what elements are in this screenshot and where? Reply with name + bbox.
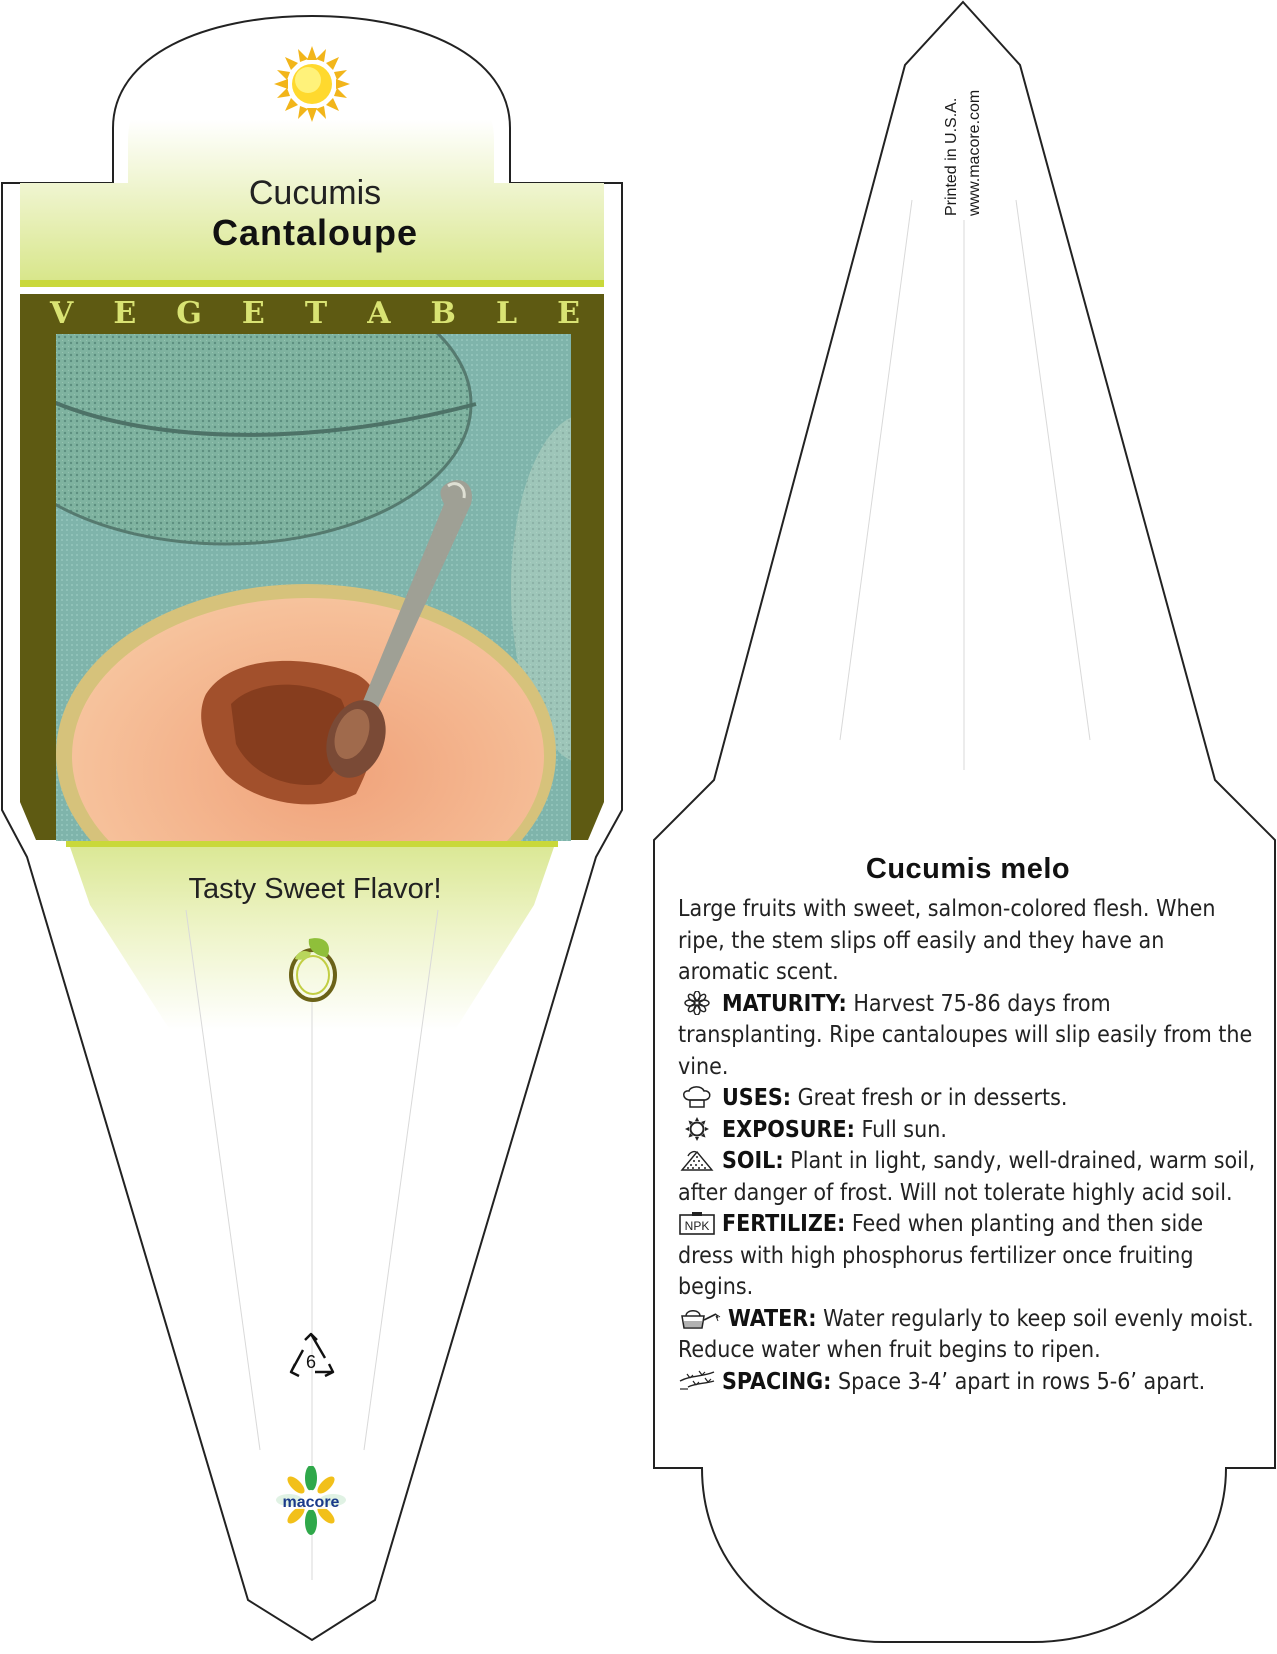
- npk-icon: [678, 1211, 716, 1235]
- tagline: Tasty Sweet Flavor!: [188, 873, 442, 905]
- category-letter: V: [50, 296, 74, 331]
- category-letter: B: [430, 296, 456, 331]
- sun-icon: [678, 1117, 716, 1141]
- info-row-fertilize: [678, 1209, 1258, 1304]
- category-letter: E: [113, 296, 137, 331]
- info-row-water: [678, 1304, 1258, 1367]
- soil-label: SOIL:: [722, 1148, 784, 1174]
- common-name: Cantaloupe: [211, 212, 418, 253]
- cantaloupe-photo: [56, 334, 571, 841]
- spacing-text: Space 3-4’ apart in rows 5-6’ apart.: [831, 1368, 1206, 1395]
- botanical-name: Cucumis melo: [865, 853, 1071, 885]
- recycle-icon: [285, 1332, 337, 1384]
- flower-icon: [678, 991, 716, 1015]
- info-row-exposure: [678, 1115, 1258, 1147]
- print-info: [943, 40, 1003, 220]
- soil-icon: [678, 1148, 716, 1172]
- soil-text: Plant in light, sandy, well-drained, warm soil, after danger of frost. Will not tolerate highly acid soil.: [678, 1148, 1256, 1206]
- watering-can-icon: [678, 1306, 722, 1330]
- front-lime-rule-lower: [66, 840, 558, 847]
- maturity-label: MATURITY:: [722, 990, 847, 1017]
- water-label: WATER:: [728, 1305, 817, 1332]
- category-letter: A: [367, 296, 391, 331]
- fertilize-label: FERTILIZE:: [722, 1211, 846, 1237]
- macore-logo: [270, 1466, 352, 1538]
- info-row-soil: [678, 1146, 1258, 1209]
- printed-in-text: Printed in U.S.A.: [943, 97, 960, 216]
- genus-name: Cucumis: [248, 174, 382, 212]
- npk-label: NPK: [684, 1219, 710, 1233]
- website-text: www.macore.com: [966, 89, 983, 216]
- exposure-label: EXPOSURE:: [722, 1116, 855, 1143]
- front-lime-rule: [20, 280, 604, 287]
- recycle-code: 6: [305, 1352, 317, 1372]
- exposure-text: Full sun.: [854, 1116, 947, 1143]
- fertilize-text: Feed when planting and then side dress with high phosphorus fertilizer once fruiting begins.: [678, 1211, 1204, 1300]
- chef-hat-icon: [678, 1085, 716, 1109]
- category-letter: T: [304, 296, 328, 331]
- category-letter: E: [241, 296, 265, 331]
- maturity-text: Harvest 75-86 days from transplanting. Ripe cantaloupes will slip easily from the vine.: [678, 990, 1253, 1080]
- spacing-icon: [678, 1369, 716, 1393]
- water-text: Water regularly to keep soil evenly moist. Reduce water when fruit begins to ripen.: [678, 1305, 1254, 1363]
- seedling-icon: [285, 935, 341, 1003]
- category-letter: E: [557, 296, 580, 331]
- category-banner: [50, 296, 580, 331]
- description: Large fruits with sweet, salmon-colored flesh. When ripe, the stem slips off easily and they have an aromatic scent.: [678, 896, 1216, 985]
- category-letter: G: [176, 296, 202, 331]
- uses-text: Great fresh or in desserts.: [791, 1085, 1068, 1111]
- brand-name: macore: [282, 1494, 340, 1511]
- info-row-spacing: [678, 1367, 1258, 1399]
- sun-icon: [272, 44, 352, 124]
- back-info: [678, 850, 1258, 1398]
- uses-label: USES:: [722, 1085, 792, 1111]
- spacing-label: SPACING:: [722, 1368, 832, 1395]
- info-row-uses: [678, 1083, 1258, 1115]
- category-letter: L: [495, 296, 518, 331]
- info-row-maturity: [678, 989, 1258, 1084]
